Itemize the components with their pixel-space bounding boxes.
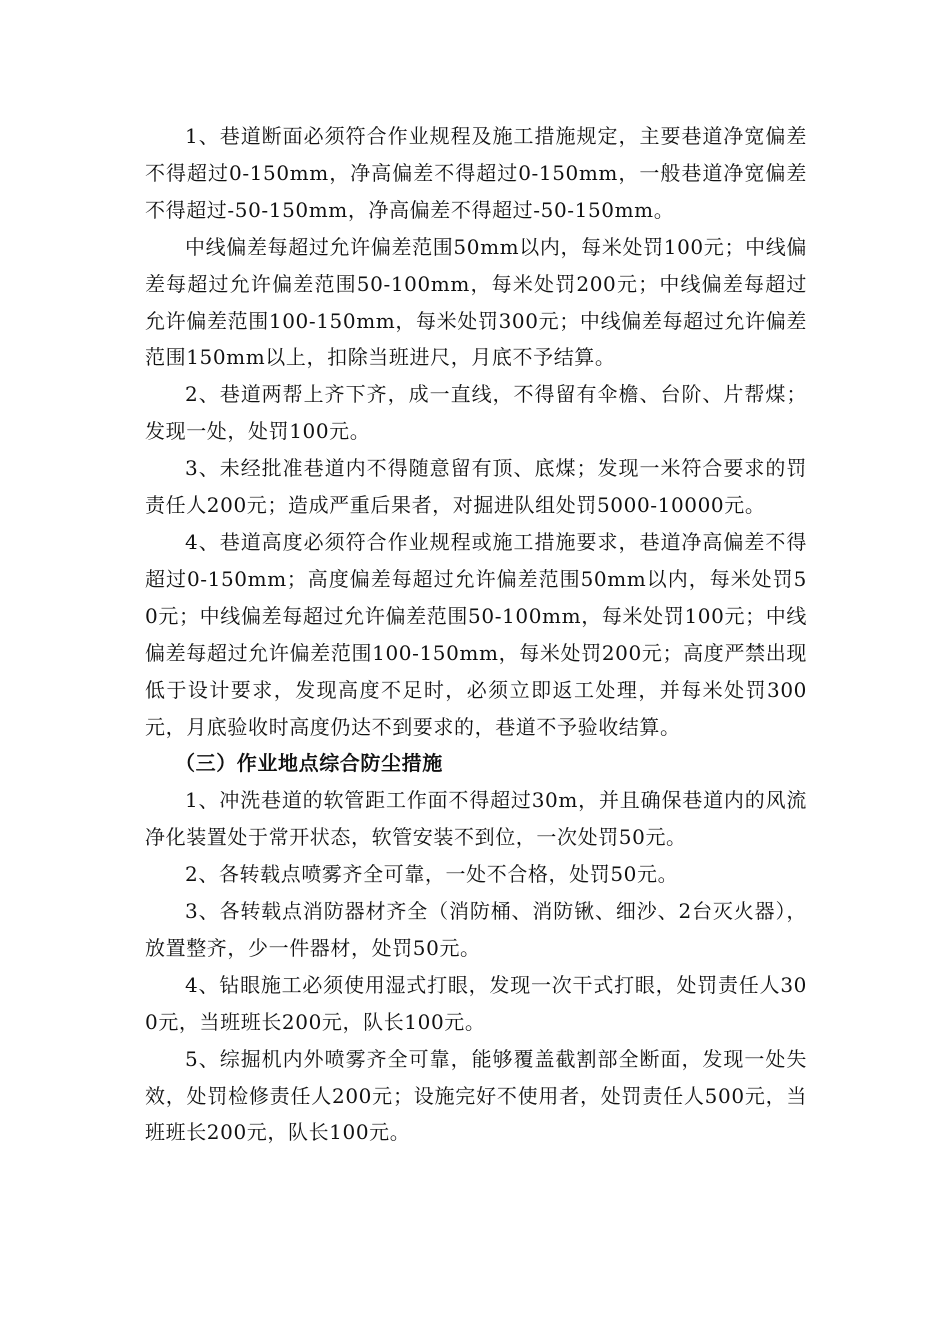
dust-item-fire-equipment: 3、各转载点消防器材齐全（消防桶、消防锹、细沙、2台灭火器），放置整齐，少一件器材，处罚50元。 — [145, 899, 807, 960]
clause-tunnel-height: 4、巷道高度必须符合作业规程或施工措施要求，巷道净高偏差不得超过0-150mm；高度偏差每超过允许偏差范围50mm以内，每米处罚50元；中线偏差每超过允许偏差范围50-100mm，每米处罚100元；中线偏差每超过允许偏差范围100-150mm，每米处罚200元；高度严禁出现低于设计要求，发现高度不足时，必须立即返工处理，并每米处罚300元，月底验收时高度仍达不到要求的，巷道不予验收结算。 — [145, 529, 807, 739]
document-body — [145, 118, 807, 1151]
dust-item-hose: 1、冲洗巷道的软管距工作面不得超过30m，并且确保巷道内的风流净化装置处于常开状态，软管安装不到位，一次处罚50元。 — [145, 788, 807, 850]
section-heading-dust-control: （三）作业地点综合防尘措施 — [175, 751, 443, 776]
clause-section-tolerance: 1、巷道断面必须符合作业规程及施工措施规定，主要巷道净宽偏差不得超过0-150mm，净高偏差不得超过0-150mm，一般巷道净宽偏差不得超过-50-150mm，净高偏差不得超过-50-150mm。 — [145, 124, 807, 222]
dust-item-spray: 2、各转载点喷雾齐全可靠，一处不合格，处罚50元。 — [185, 862, 679, 887]
clause-wall-alignment: 2、巷道两帮上齐下齐，成一直线，不得留有伞檐、台阶、片帮煤；发现一处，处罚100元。 — [145, 382, 807, 444]
dust-item-wet-drilling: 4、钻眼施工必须使用湿式打眼，发现一次干式打眼，处罚责任人300元，当班班长200元，队长100元。 — [145, 972, 807, 1034]
clause-roof-floor-coal: 3、未经批准巷道内不得随意留有顶、底煤；发现一米符合要求的罚责任人200元；造成严重后果者，对掘进队组处罚5000-10000元。 — [145, 456, 807, 518]
clause-centerline-deviation: 中线偏差每超过允许偏差范围50mm以内，每米处罚100元；中线偏差每超过允许偏差范围50-100mm，每米处罚200元；中线偏差每超过允许偏差范围100-150mm，每米处罚300元；中线偏差每超过允许偏差范围150mm以上，扣除当班进尺，月底不予结算。 — [145, 234, 807, 370]
dust-item-roadheader-spray: 5、综掘机内外喷雾齐全可靠，能够覆盖截割部全断面，发现一处失效，处罚检修责任人200元；设施完好不使用者，处罚责任人500元，当班班长200元，队长100元。 — [145, 1046, 807, 1145]
